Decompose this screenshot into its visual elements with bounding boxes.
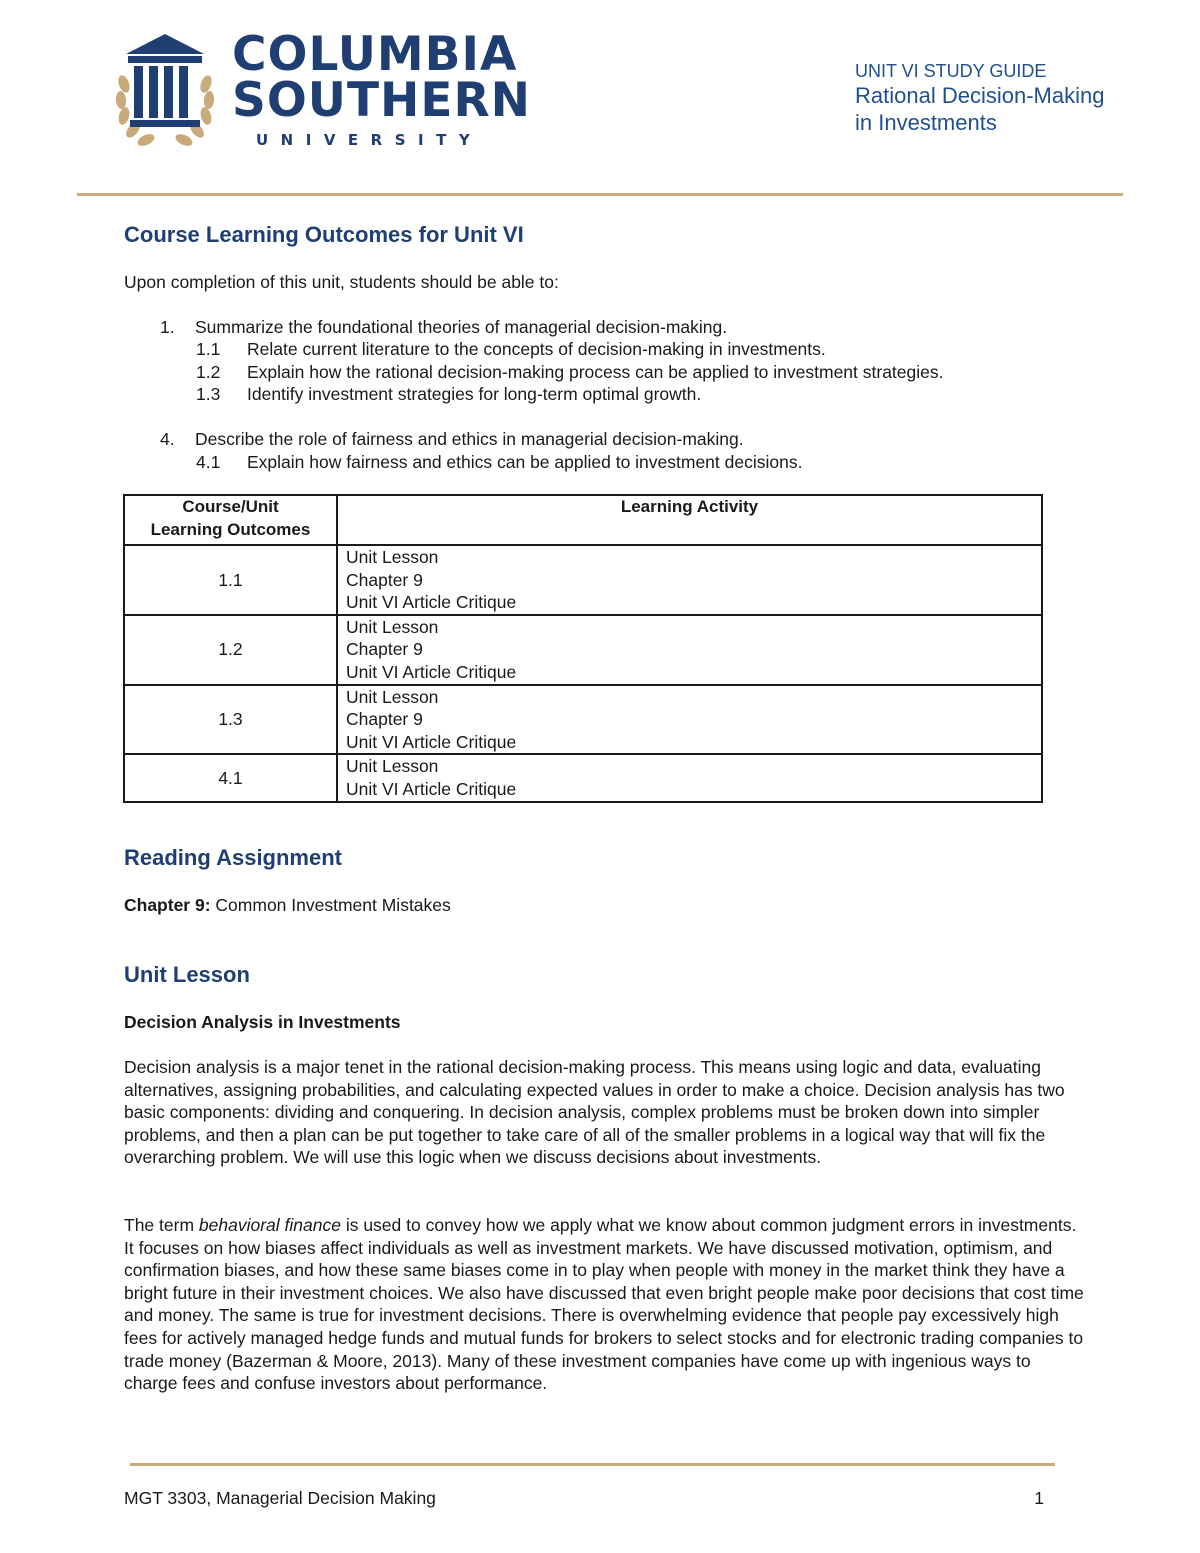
outcome-text: Summarize the foundational theories of managerial decision-making. [195,316,728,337]
outcomes-heading: Course Learning Outcomes for Unit VI [124,222,524,247]
table-cell-outcome: 1.2 [124,615,337,685]
outcome-text: Identify investment strategies for long-term optimal growth. [247,384,702,405]
laurel-column-emblem-icon [112,32,218,150]
table-cell-activities [337,615,1042,685]
study-guide-title-line1: Rational Decision-Making [855,83,1105,108]
table-cell-outcome: 1.3 [124,685,337,755]
reading-item [124,894,1084,917]
table-cell-outcome: 1.1 [124,545,337,615]
logo-wordmark-line2: SOUTHERN [232,73,531,128]
reading-heading: Reading Assignment [124,845,342,870]
reading-text: Common Investment Mistakes [215,895,451,915]
outcome-number: 4.1 [196,451,221,472]
table-row [124,615,1042,685]
table-header-activity: Learning Activity [337,495,1042,545]
activity-item: Chapter 9 [346,709,423,730]
outcomes-section [124,220,1084,473]
activity-item: Unit Lesson [346,547,439,567]
lesson-paragraph-2-pre: The term [124,1215,195,1235]
lesson-paragraph-2 [124,1214,1084,1395]
table-header-outcomes [124,495,337,545]
outcome-text: Explain how fairness and ethics can be applied to investment decisions. [247,451,803,472]
study-guide-header [855,60,1104,136]
footer-course: MGT 3303, Managerial Decision Making [124,1488,436,1508]
outcome-subitem [124,383,1084,406]
activity-item: Unit Lesson [346,686,439,707]
outcome-number: 4. [160,428,175,449]
table-cell-activities [337,754,1042,801]
outcome-item [124,428,1084,451]
activity-item: Unit VI Article Critique [346,778,517,799]
table-row [124,754,1042,801]
table-header-row [124,495,1042,545]
activity-item: Unit Lesson [346,756,439,777]
activity-item: Unit VI Article Critique [346,661,517,682]
lesson-paragraph-2-post: is used to convey how we apply what we know about common judgment errors in investments. It focuses on how biases affect individuals as well as investment markets. We have discussed motivation, optimism, and confirmation biases, and how these same biases come in to play when people with money in the market think they have a bright future in their investment choices. We also have discussed that even bright people make poor decisions that cost time and money. The same is true for investment decisions. There is overwhelming evidence that people pay excessively high fees for actively managed hedge funds and mutual funds for brokers to select stocks and for electronic trading companies to trade money (Bazerman & Moore, 2013). Many of these investment companies have come up with ingenious ways to charge fees and confuse investors about performance. [124,1215,1084,1394]
table-header-outcomes-line1: Course/Unit [182,497,279,516]
outcome-number: 1.2 [196,361,221,382]
activity-item: Chapter 9 [346,639,423,660]
lesson-heading: Unit Lesson [124,962,250,987]
reading-label: Chapter 9: [124,895,211,915]
outcome-number: 1. [160,316,175,337]
lesson-subheading: Decision Analysis in Investments [124,1012,401,1032]
outcome-number: 1.3 [196,384,221,405]
activity-item: Unit VI Article Critique [346,592,517,613]
table-header-outcomes-line2: Learning Outcomes [150,519,311,539]
lesson-paragraph-1: Decision analysis is a major tenet in the rational decision-making process. This means using logic and data, evaluating alternatives, assigning probabilities, and calculating expected values in order to make a choice. Decision analysis has two basic components: dividing and conquering. In decision analysis, complex problems must be broken down into simpler problems, and then a plan can be put together to take care of all of the smaller problems in a logical way that will fix the overarching problem. We will use this logic when we discuss decisions about investments. [124,1057,1065,1168]
outcome-subitem [124,361,1084,384]
header-divider [77,193,1123,196]
page-footer [124,1488,1044,1509]
activity-item: Chapter 9 [346,569,423,590]
study-guide-label: UNIT VI STUDY GUIDE [855,61,1047,81]
activity-item: Unit Lesson [346,616,439,637]
outcome-text: Describe the role of fairness and ethics in managerial decision-making. [195,428,744,449]
logo-wordmark-line3: UNIVERSITY [256,131,483,149]
study-guide-title-line2: in Investments [855,110,997,135]
table-row [124,545,1042,615]
logo-wordmark-line1: COLUMBIA [232,27,518,82]
outcome-text: Relate current literature to the concepts of decision-making in investments. [247,339,826,360]
table-cell-outcome: 4.1 [124,754,337,801]
university-logo [112,27,531,152]
page-number: 1 [1034,1488,1044,1508]
behavioral-finance-term: behavioral finance [198,1215,341,1235]
outcome-subitem [124,451,1084,474]
outcome-text: Explain how the rational decision-making process can be applied to investment strategies. [247,361,944,382]
outcome-subitem [124,338,1084,361]
outcomes-activity-table [123,494,1043,803]
footer-divider [130,1463,1055,1466]
table-cell-activities [337,685,1042,755]
activity-item: Unit VI Article Critique [346,731,517,752]
outcomes-intro: Upon completion of this unit, students should be able to: [124,272,559,292]
outcome-item [124,316,1084,339]
table-cell-activities [337,545,1042,615]
table-row [124,685,1042,755]
outcome-number: 1.1 [196,339,221,360]
